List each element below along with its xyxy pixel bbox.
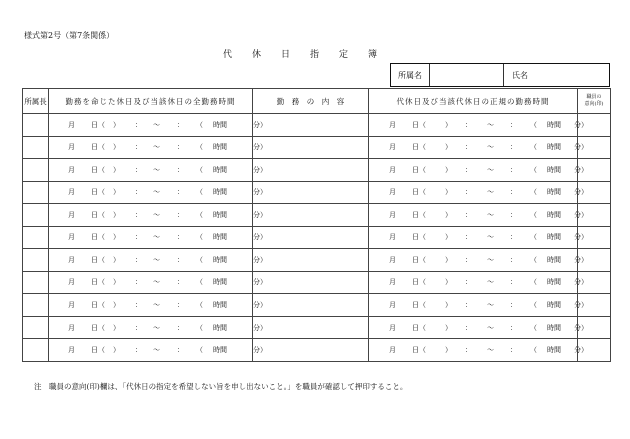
ordered-work-datetime-cell[interactable]: [49, 226, 267, 249]
dept-chief-seal-cell[interactable]: [23, 339, 49, 362]
title-char: 休: [252, 50, 262, 60]
date-token-colon: ：: [510, 143, 517, 152]
date-token-colon: ：: [135, 165, 142, 174]
work-content-cell[interactable]: [253, 249, 369, 272]
date-token-month: 月: [389, 346, 396, 355]
date-token-paren-close: ）: [445, 188, 452, 197]
date-token-colon: ：: [135, 210, 142, 219]
date-token-open-paren: （: [196, 301, 203, 310]
date-token-open-paren: （: [196, 346, 203, 355]
substitute-datetime-cell[interactable]: [369, 204, 588, 227]
date-token-colon: ：: [510, 188, 517, 197]
date-token-tilde: ～: [153, 165, 160, 174]
date-token-open-paren: （: [196, 165, 203, 174]
date-token-colon: ：: [510, 233, 517, 242]
ordered-work-datetime-cell[interactable]: [49, 181, 267, 204]
title-char: 指: [310, 50, 320, 60]
date-token-paren-close: ）: [113, 255, 120, 264]
date-token-day: 日（: [91, 120, 105, 129]
title-char: 簿: [368, 50, 378, 60]
date-token-hours: 時間: [547, 346, 561, 355]
date-token-tilde: ～: [487, 233, 494, 242]
col-head-intent: [578, 89, 611, 114]
substitute-datetime-cell[interactable]: [369, 226, 588, 249]
dept-chief-seal-cell[interactable]: [23, 204, 49, 227]
date-token-hours: 時間: [547, 210, 561, 219]
dept-chief-seal-cell[interactable]: [23, 159, 49, 182]
date-token-paren-close: ）: [445, 165, 452, 174]
date-token-minutes: 分）: [253, 165, 267, 174]
date-token-colon: ：: [465, 143, 472, 152]
date-token-hours: 時間: [547, 188, 561, 197]
ordered-work-datetime-cell[interactable]: [49, 316, 267, 339]
date-token-hours: 時間: [213, 301, 227, 310]
date-token-paren-close: ）: [445, 323, 452, 332]
date-token-colon: ：: [465, 120, 472, 129]
table-row: [23, 226, 611, 249]
affiliation-name-box: [390, 63, 610, 87]
ordered-work-datetime-cell[interactable]: [49, 339, 267, 362]
table-row: [23, 136, 611, 159]
date-token-paren-close: ）: [445, 143, 452, 152]
date-token-hours: 時間: [213, 120, 227, 129]
date-token-colon: ：: [177, 301, 184, 310]
date-token-month: 月: [68, 346, 75, 355]
date-token-hours: 時間: [213, 165, 227, 174]
date-token-minutes: 分）: [574, 346, 588, 355]
date-token-hours: 時間: [213, 255, 227, 264]
date-token-colon: ：: [465, 301, 472, 310]
date-token-open-paren: （: [530, 255, 537, 264]
date-token-day: 日（: [91, 323, 105, 332]
date-token-hours: 時間: [213, 323, 227, 332]
date-token-paren-close: ）: [113, 188, 120, 197]
work-content-cell[interactable]: [253, 159, 369, 182]
table-row: [23, 159, 611, 182]
date-token-colon: ：: [465, 188, 472, 197]
date-token-colon: ：: [135, 301, 142, 310]
ordered-work-datetime-cell[interactable]: [49, 159, 267, 182]
ordered-work-datetime-cell[interactable]: [49, 114, 267, 137]
work-content-cell[interactable]: [253, 181, 369, 204]
date-token-minutes: 分）: [253, 143, 267, 152]
substitute-datetime-cell[interactable]: [369, 294, 588, 317]
work-content-cell[interactable]: [253, 136, 369, 159]
date-token-colon: ：: [177, 233, 184, 242]
col-head-ordered-work: 勤務を命じた休日及び当該休日の全勤務時間: [49, 89, 253, 114]
date-token-colon: ：: [510, 120, 517, 129]
table-row: [23, 316, 611, 339]
date-token-tilde: ～: [153, 120, 160, 129]
form-title: [223, 47, 397, 60]
table-row: [23, 114, 611, 137]
date-token-open-paren: （: [530, 301, 537, 310]
dept-chief-seal-cell[interactable]: [23, 136, 49, 159]
date-token-colon: ：: [177, 323, 184, 332]
date-token-minutes: 分）: [253, 120, 267, 129]
date-token-day: 日（: [412, 233, 426, 242]
dept-chief-seal-cell[interactable]: [23, 271, 49, 294]
date-token-day: 日（: [412, 210, 426, 219]
col-head-substitute: 代休日及び当該代休日の正規の勤務時間: [369, 89, 578, 114]
date-token-paren-close: ）: [445, 346, 452, 355]
substitute-datetime-cell[interactable]: [369, 136, 588, 159]
date-token-month: 月: [389, 165, 396, 174]
date-token-month: 月: [389, 278, 396, 287]
date-token-paren-close: ）: [113, 346, 120, 355]
date-token-day: 日（: [412, 255, 426, 264]
date-token-paren-close: ）: [113, 233, 120, 242]
date-token-colon: ：: [510, 210, 517, 219]
date-token-tilde: ～: [487, 255, 494, 264]
date-token-day: 日（: [412, 301, 426, 310]
date-token-month: 月: [389, 120, 396, 129]
date-token-open-paren: （: [530, 210, 537, 219]
date-token-hours: 時間: [547, 165, 561, 174]
date-token-hours: 時間: [213, 346, 227, 355]
date-token-month: 月: [389, 143, 396, 152]
date-token-hours: 時間: [547, 120, 561, 129]
date-token-minutes: 分）: [253, 301, 267, 310]
date-token-tilde: ～: [153, 255, 160, 264]
date-token-minutes: 分）: [574, 233, 588, 242]
affiliation-label: 所属名: [391, 64, 430, 86]
date-token-day: 日（: [91, 143, 105, 152]
date-token-open-paren: （: [196, 278, 203, 287]
col-head-dept-chief: 所属長: [23, 89, 49, 114]
date-token-month: 月: [389, 301, 396, 310]
date-token-tilde: ～: [153, 301, 160, 310]
date-token-tilde: ～: [487, 143, 494, 152]
substitute-datetime-cell[interactable]: [369, 339, 588, 362]
date-token-colon: ：: [177, 165, 184, 174]
date-token-hours: 時間: [213, 210, 227, 219]
date-token-minutes: 分）: [253, 323, 267, 332]
name-label: 氏名: [512, 70, 528, 80]
title-char: 日: [281, 50, 291, 60]
date-token-open-paren: （: [530, 165, 537, 174]
date-token-colon: ：: [510, 301, 517, 310]
date-token-day: 日（: [412, 165, 426, 174]
table-row: [23, 249, 611, 272]
date-token-open-paren: （: [530, 233, 537, 242]
date-token-paren-close: ）: [445, 210, 452, 219]
date-token-colon: ：: [465, 323, 472, 332]
date-token-month: 月: [68, 255, 75, 264]
table-row: [23, 271, 611, 294]
substitute-datetime-cell[interactable]: [369, 114, 588, 137]
date-token-colon: ：: [135, 143, 142, 152]
work-content-cell[interactable]: [253, 204, 369, 227]
ordered-work-datetime-cell[interactable]: [49, 294, 267, 317]
date-token-month: 月: [389, 233, 396, 242]
date-token-day: 日（: [412, 143, 426, 152]
work-content-cell[interactable]: [253, 316, 369, 339]
date-token-minutes: 分）: [253, 233, 267, 242]
date-token-open-paren: （: [196, 255, 203, 264]
substitute-datetime-cell[interactable]: [369, 271, 588, 294]
col-head-intent-line1: 職員の: [586, 94, 602, 100]
date-token-day: 日（: [91, 346, 105, 355]
date-token-colon: ：: [135, 346, 142, 355]
date-token-day: 日（: [412, 346, 426, 355]
date-token-month: 月: [68, 278, 75, 287]
date-token-colon: ：: [135, 188, 142, 197]
col-head-intent-line2: 意向(印): [584, 101, 604, 107]
date-token-hours: 時間: [547, 278, 561, 287]
date-token-tilde: ～: [487, 278, 494, 287]
date-token-tilde: ～: [153, 323, 160, 332]
date-token-month: 月: [68, 323, 75, 332]
date-token-colon: ：: [135, 120, 142, 129]
date-token-colon: ：: [510, 346, 517, 355]
date-token-minutes: 分）: [574, 323, 588, 332]
date-token-colon: ：: [177, 278, 184, 287]
date-token-paren-close: ）: [113, 210, 120, 219]
date-token-day: 日（: [91, 255, 105, 264]
table-row: [23, 181, 611, 204]
table-header-row: [23, 89, 611, 114]
date-token-colon: ：: [465, 210, 472, 219]
date-token-month: 月: [389, 255, 396, 264]
date-token-tilde: ～: [153, 143, 160, 152]
date-token-colon: ：: [135, 233, 142, 242]
work-content-cell[interactable]: [253, 271, 369, 294]
date-token-open-paren: （: [196, 323, 203, 332]
date-token-colon: ：: [465, 255, 472, 264]
col-head-work-content: 勤 務 の 内 容: [253, 89, 369, 114]
date-token-colon: ：: [177, 188, 184, 197]
date-token-open-paren: （: [196, 210, 203, 219]
date-token-tilde: ～: [153, 188, 160, 197]
date-token-open-paren: （: [196, 188, 203, 197]
dept-chief-seal-cell[interactable]: [23, 316, 49, 339]
date-token-colon: ：: [510, 323, 517, 332]
date-token-hours: 時間: [213, 143, 227, 152]
date-token-month: 月: [68, 143, 75, 152]
date-token-tilde: ～: [487, 323, 494, 332]
date-token-open-paren: （: [530, 120, 537, 129]
title-char: 代: [223, 50, 233, 60]
date-token-open-paren: （: [530, 346, 537, 355]
date-token-colon: ：: [177, 143, 184, 152]
date-token-minutes: 分）: [253, 346, 267, 355]
date-token-tilde: ～: [153, 278, 160, 287]
date-token-minutes: 分）: [574, 143, 588, 152]
date-token-open-paren: （: [196, 120, 203, 129]
date-token-day: 日（: [412, 278, 426, 287]
date-token-minutes: 分）: [574, 165, 588, 174]
table-row: [23, 339, 611, 362]
date-token-minutes: 分）: [253, 255, 267, 264]
date-token-tilde: ～: [487, 120, 494, 129]
date-token-open-paren: （: [196, 143, 203, 152]
date-token-paren-close: ）: [113, 120, 120, 129]
substitute-holiday-table: [22, 88, 611, 362]
ordered-work-datetime-cell[interactable]: [49, 204, 267, 227]
substitute-datetime-cell[interactable]: [369, 316, 588, 339]
table-row: [23, 204, 611, 227]
date-token-minutes: 分）: [574, 301, 588, 310]
date-token-colon: ：: [510, 255, 517, 264]
date-token-hours: 時間: [547, 301, 561, 310]
date-token-day: 日（: [91, 233, 105, 242]
date-token-hours: 時間: [547, 323, 561, 332]
date-token-hours: 時間: [213, 233, 227, 242]
title-char: 定: [339, 50, 349, 60]
date-token-month: 月: [389, 210, 396, 219]
date-token-colon: ：: [177, 255, 184, 264]
date-token-day: 日（: [91, 278, 105, 287]
form-number: 様式第2号（第7条関係）: [24, 31, 115, 40]
substitute-datetime-cell[interactable]: [369, 249, 588, 272]
date-token-hours: 時間: [547, 255, 561, 264]
date-token-colon: ：: [177, 346, 184, 355]
date-token-minutes: 分）: [574, 188, 588, 197]
substitute-datetime-cell[interactable]: [369, 181, 588, 204]
date-token-tilde: ～: [487, 165, 494, 174]
date-token-day: 日（: [91, 165, 105, 174]
date-token-month: 月: [68, 188, 75, 197]
date-token-colon: ：: [177, 120, 184, 129]
date-token-paren-close: ）: [445, 255, 452, 264]
date-token-paren-close: ）: [113, 165, 120, 174]
date-token-colon: ：: [135, 323, 142, 332]
date-token-paren-close: ）: [113, 323, 120, 332]
substitute-datetime-cell[interactable]: [369, 159, 588, 182]
date-token-open-paren: （: [530, 278, 537, 287]
date-token-day: 日（: [412, 188, 426, 197]
date-token-colon: ：: [465, 278, 472, 287]
ordered-work-datetime-cell[interactable]: [49, 249, 267, 272]
date-token-hours: 時間: [547, 143, 561, 152]
date-token-colon: ：: [510, 165, 517, 174]
date-token-paren-close: ）: [113, 278, 120, 287]
work-content-cell[interactable]: [253, 294, 369, 317]
date-token-tilde: ～: [487, 346, 494, 355]
date-token-hours: 時間: [547, 233, 561, 242]
footnote: 注 職員の意向(印)欄は、「代休日の指定を希望しない旨を申し出ないこと。」を職員が確認して押印すること。: [34, 382, 408, 391]
date-token-day: 日（: [91, 210, 105, 219]
date-token-tilde: ～: [487, 210, 494, 219]
dept-chief-seal-cell[interactable]: [23, 181, 49, 204]
date-token-colon: ：: [135, 278, 142, 287]
date-token-paren-close: ）: [445, 301, 452, 310]
date-token-month: 月: [68, 301, 75, 310]
date-token-month: 月: [68, 233, 75, 242]
date-token-tilde: ～: [487, 188, 494, 197]
dept-chief-seal-cell[interactable]: [23, 114, 49, 137]
dept-chief-seal-cell[interactable]: [23, 226, 49, 249]
date-token-tilde: ～: [153, 233, 160, 242]
date-token-open-paren: （: [530, 188, 537, 197]
date-token-month: 月: [68, 165, 75, 174]
date-token-month: 月: [68, 210, 75, 219]
date-token-day: 日（: [91, 301, 105, 310]
date-token-colon: ：: [177, 210, 184, 219]
date-token-month: 月: [389, 188, 396, 197]
date-token-colon: ：: [135, 255, 142, 264]
date-token-tilde: ～: [487, 301, 494, 310]
date-token-tilde: ～: [153, 210, 160, 219]
ordered-work-datetime-cell[interactable]: [49, 136, 267, 159]
date-token-minutes: 分）: [253, 188, 267, 197]
date-token-minutes: 分）: [253, 210, 267, 219]
date-token-minutes: 分）: [253, 278, 267, 287]
date-token-minutes: 分）: [574, 278, 588, 287]
ordered-work-datetime-cell[interactable]: [49, 271, 267, 294]
date-token-colon: ：: [465, 165, 472, 174]
date-token-tilde: ～: [153, 346, 160, 355]
date-token-colon: ：: [465, 233, 472, 242]
work-content-cell[interactable]: [253, 226, 369, 249]
dept-chief-seal-cell[interactable]: [23, 294, 49, 317]
date-token-month: 月: [68, 120, 75, 129]
date-token-paren-close: ）: [445, 278, 452, 287]
date-token-colon: ：: [510, 278, 517, 287]
table-row: [23, 294, 611, 317]
dept-chief-seal-cell[interactable]: [23, 249, 49, 272]
date-token-open-paren: （: [196, 233, 203, 242]
date-token-hours: 時間: [213, 278, 227, 287]
date-token-month: 月: [389, 323, 396, 332]
date-token-day: 日（: [412, 323, 426, 332]
date-token-paren-close: ）: [113, 143, 120, 152]
date-token-minutes: 分）: [574, 210, 588, 219]
affiliation-field[interactable]: [430, 64, 504, 86]
date-token-paren-close: ）: [113, 301, 120, 310]
date-token-paren-close: ）: [445, 233, 452, 242]
date-token-open-paren: （: [530, 323, 537, 332]
date-token-colon: ：: [465, 346, 472, 355]
work-content-cell[interactable]: [253, 114, 369, 137]
work-content-cell[interactable]: [253, 339, 369, 362]
date-token-paren-close: ）: [445, 120, 452, 129]
date-token-hours: 時間: [213, 188, 227, 197]
date-token-open-paren: （: [530, 143, 537, 152]
date-token-minutes: 分）: [574, 255, 588, 264]
date-token-minutes: 分）: [574, 120, 588, 129]
date-token-day: 日（: [412, 120, 426, 129]
date-token-day: 日（: [91, 188, 105, 197]
